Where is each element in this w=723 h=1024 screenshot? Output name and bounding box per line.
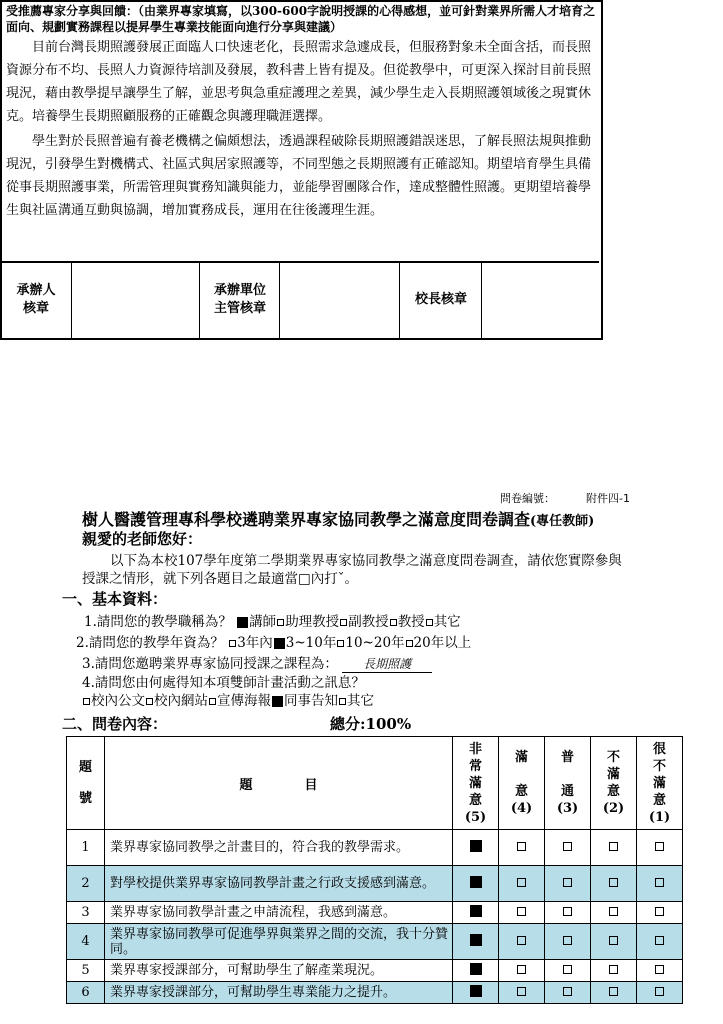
header-score-3: 普 通 (3) <box>545 737 591 830</box>
checkbox-icon[interactable] <box>563 965 572 974</box>
greeting: 親愛的老師您好： <box>82 530 203 548</box>
intro-line-1: 以下為本校107學年度第二學期業界專家協同教學之滿意度問卷調查，請依您實際參與 <box>110 553 622 569</box>
rating-cell-5[interactable] <box>453 982 499 1004</box>
checkbox-icon[interactable] <box>609 842 618 851</box>
rating-cell-5[interactable] <box>453 960 499 982</box>
q4-options <box>82 693 374 709</box>
table-header-row <box>67 737 683 830</box>
checkbox-icon[interactable] <box>209 698 216 705</box>
rating-cell-5[interactable] <box>453 830 499 866</box>
q1-option[interactable] <box>339 614 389 630</box>
q1-option[interactable] <box>236 614 276 630</box>
sig-principal-stamp-area[interactable] <box>482 263 599 338</box>
checkbox-icon[interactable] <box>655 965 664 974</box>
checkbox-icon[interactable] <box>563 987 572 996</box>
rating-cell-3[interactable] <box>545 924 591 960</box>
rating-cell-4[interactable] <box>499 902 545 924</box>
basic-q1: 1.請問您的教學職稱為？ 講師 助理教授 副教授 教授 其它 <box>84 614 461 630</box>
table-row <box>67 830 683 866</box>
rating-cell-2[interactable] <box>591 924 637 960</box>
q2-option[interactable] <box>336 635 404 651</box>
q4-option[interactable] <box>82 693 145 709</box>
rating-cell-2[interactable] <box>591 982 637 1004</box>
checkbox-icon[interactable] <box>563 842 572 851</box>
q4-option-label: 其它 <box>347 693 374 709</box>
checkbox-icon[interactable] <box>277 619 284 626</box>
rating-cell-1[interactable] <box>637 830 683 866</box>
feedback-body <box>6 36 596 222</box>
q4-option-label: 校內網站 <box>154 693 208 709</box>
survey-title-main: 樹人醫護管理專科學校遴聘業界專家協同教學之滿意度問卷調查 <box>82 510 531 529</box>
question-number: 1 <box>67 830 105 866</box>
intro-line-2: 授課之情形，就下列各題目之最適當□內打ˇ。 <box>82 571 359 587</box>
sig-principal-label-cell <box>400 263 482 338</box>
total-score: 總分:100% <box>330 715 412 733</box>
rating-cell-1[interactable] <box>637 866 683 902</box>
q2-option-label: 3年內 <box>237 635 273 651</box>
table-row <box>67 982 683 1004</box>
q2-option-label: 10~20年 <box>345 635 405 651</box>
header-score-1: 很 不 滿 意 (1) <box>637 737 683 830</box>
checkbox-icon[interactable] <box>563 907 572 916</box>
feedback-paragraph-1: 目前台灣長期照護發展正面臨人口快速老化，長照需求急遽成長，但服務對象未全面含括，而長照資源分布不均、長照人力資源待培訓及發展，教科書上皆有提及。但從教學中，可更深入探討目前長照現況，藉由教學提早讓學生了解，並思考與急重症護理之差異，減少學生走入長期照護領域後之現實休克。培養學生長期照顧服務的正確觀念與護理職涯選擇。 <box>6 40 592 124</box>
header-question: 題 目 <box>105 737 453 830</box>
sig-organizer-label-cell <box>0 263 72 338</box>
checkbox-icon[interactable] <box>655 842 664 851</box>
sig-organizer-line1: 承辦人 <box>16 283 56 298</box>
checked-box-icon[interactable] <box>274 638 285 649</box>
table-row <box>67 924 683 960</box>
rating-cell-3[interactable] <box>545 902 591 924</box>
attachment-label: 附件四-1 <box>586 492 630 505</box>
section-basic-info: 一、基本資料： <box>62 590 168 608</box>
question-text: 業界專家協同教學計畫之申請流程，我感到滿意。 <box>105 902 453 924</box>
rating-cell-4[interactable] <box>499 866 545 902</box>
checkbox-icon[interactable] <box>83 698 90 705</box>
checked-box-icon[interactable] <box>237 617 248 628</box>
question-text: 業界專家授課部分，可幫助學生了解產業現況。 <box>105 960 453 982</box>
feedback-heading: 受推薦專家分享與回饋：（由業界專家填寫，以300-600字說明授課的心得感想，並可針對業界所需人才培育之面向、規劃實務課程以提昇學生專業技能面向進行分享與建議） <box>6 4 596 34</box>
checkbox-icon[interactable] <box>517 987 526 996</box>
checkbox-icon[interactable] <box>337 640 344 647</box>
q4-option[interactable] <box>271 693 338 709</box>
checkbox-icon[interactable] <box>655 936 664 945</box>
q1-option-label: 教授 <box>397 614 425 630</box>
checkbox-icon[interactable] <box>563 878 572 887</box>
checkbox-icon[interactable] <box>517 936 526 945</box>
table-row <box>67 866 683 902</box>
checkbox-icon[interactable] <box>229 640 236 647</box>
q1-option-label: 助理教授 <box>285 614 340 630</box>
rating-cell-2[interactable] <box>591 866 637 902</box>
table-row <box>67 960 683 982</box>
checked-box-icon[interactable] <box>470 840 482 852</box>
question-number: 4 <box>67 924 105 960</box>
rating-cell-3[interactable] <box>545 866 591 902</box>
header-score-5: 非 常 滿 意 (5) <box>453 737 499 830</box>
checked-box-icon[interactable] <box>470 876 482 888</box>
rating-cell-3[interactable] <box>545 960 591 982</box>
checkbox-icon[interactable] <box>609 987 618 996</box>
header-score-2: 不 滿 意 (2) <box>591 737 637 830</box>
rating-cell-5[interactable] <box>453 902 499 924</box>
q1-option[interactable] <box>276 614 339 630</box>
rating-cell-4[interactable] <box>499 830 545 866</box>
signature-row <box>0 261 599 338</box>
checkbox-icon[interactable] <box>426 619 433 626</box>
rating-cell-4[interactable] <box>499 982 545 1004</box>
rating-cell-3[interactable] <box>545 982 591 1004</box>
q1-option-label: 副教授 <box>348 614 389 630</box>
basic-q3: 3.請問您邀聘業界專家協同授課之課程為： 長期照護 <box>82 652 432 673</box>
checkbox-icon[interactable] <box>609 907 618 916</box>
q4-option[interactable] <box>338 693 374 709</box>
feedback-box <box>0 0 603 340</box>
question-text: 對學校提供業界專家協同教學計畫之行政支援感到滿意。 <box>105 866 453 902</box>
header-score-4: 滿 意 (4) <box>499 737 545 830</box>
q1-option-label: 講師 <box>249 614 277 630</box>
rating-cell-2[interactable] <box>591 830 637 866</box>
q2-option[interactable] <box>405 635 472 651</box>
checked-box-icon[interactable] <box>470 934 482 946</box>
checkbox-icon[interactable] <box>517 965 526 974</box>
q4-option-label: 校內公文 <box>91 693 145 709</box>
question-text: 業界專家協同教學可促進學界與業界之間的交流，我十分贊同。 <box>105 924 453 960</box>
q1-option[interactable] <box>425 614 461 630</box>
header-num: 題 號 <box>67 737 105 830</box>
rating-cell-5[interactable] <box>453 924 499 960</box>
q4-option[interactable] <box>145 693 208 709</box>
checkbox-icon[interactable] <box>655 907 664 916</box>
question-number: 2 <box>67 866 105 902</box>
survey-title <box>82 507 594 530</box>
q2-option-label: 20年以上 <box>413 635 472 651</box>
q4-option[interactable] <box>208 693 271 709</box>
rating-cell-2[interactable] <box>591 960 637 982</box>
q2-option-label: 3~10年 <box>285 635 337 651</box>
q4-option-label: 宣傳海報 <box>217 693 271 709</box>
question-number: 6 <box>67 982 105 1004</box>
checkbox-icon[interactable] <box>655 987 664 996</box>
survey-title-suffix: (專任教師) <box>530 514 595 529</box>
checkbox-icon[interactable] <box>339 698 346 705</box>
section-questionnaire: 二、問卷內容： <box>62 715 168 733</box>
question-text: 業界專家授課部分，可幫助學生專業能力之提升。 <box>105 982 453 1004</box>
sig-unit-line1: 承辦單位 <box>213 283 266 298</box>
checkbox-icon[interactable] <box>390 619 397 626</box>
q2-options <box>228 635 471 651</box>
checkbox-icon[interactable] <box>146 698 153 705</box>
checkbox-icon[interactable] <box>563 936 572 945</box>
rating-cell-5[interactable] <box>453 866 499 902</box>
basic-q4-options-line <box>82 689 374 709</box>
table-row <box>67 902 683 924</box>
rating-cell-1[interactable] <box>637 924 683 960</box>
checkbox-icon[interactable] <box>609 936 618 945</box>
question-number: 3 <box>67 902 105 924</box>
q1-option[interactable] <box>389 614 425 630</box>
q2-option[interactable] <box>273 635 337 651</box>
satisfaction-table <box>66 736 683 1004</box>
checked-box-icon[interactable] <box>470 905 482 917</box>
checked-box-icon[interactable] <box>272 696 283 707</box>
questionnaire-number-label: 問卷編號： <box>500 492 555 505</box>
checkbox-icon[interactable] <box>340 619 347 626</box>
checked-box-icon[interactable] <box>470 963 482 975</box>
rating-cell-1[interactable] <box>637 902 683 924</box>
rating-cell-1[interactable] <box>637 982 683 1004</box>
rating-cell-4[interactable] <box>499 960 545 982</box>
checkbox-icon[interactable] <box>609 965 618 974</box>
question-number: 5 <box>67 960 105 982</box>
checkbox-icon[interactable] <box>517 842 526 851</box>
checkbox-icon[interactable] <box>655 878 664 887</box>
q2-option[interactable] <box>228 635 273 651</box>
question-text: 業界專家協同教學之計畫目的，符合我的教學需求。 <box>105 830 453 866</box>
rating-cell-3[interactable] <box>545 830 591 866</box>
rating-cell-1[interactable] <box>637 960 683 982</box>
sig-unit-line2: 主管核章 <box>213 301 266 316</box>
sig-organizer-stamp-area[interactable] <box>72 263 200 338</box>
rating-cell-4[interactable] <box>499 924 545 960</box>
checkbox-icon[interactable] <box>609 878 618 887</box>
checkbox-icon[interactable] <box>517 907 526 916</box>
basic-q2: 2.請問您的教學年資為？ 3年內 3~10年 10~20年 20年以上 <box>76 635 472 651</box>
sig-unit-label-cell <box>200 263 280 338</box>
q1-option-label: 其它 <box>433 614 461 630</box>
survey-meta <box>500 490 630 506</box>
basic-q4: 4.請問您由何處得知本項雙師計畫活動之訊息？ <box>82 675 365 691</box>
q4-option-label: 同事告知 <box>284 693 338 709</box>
q1-options <box>236 614 461 630</box>
rating-cell-2[interactable] <box>591 902 637 924</box>
sig-unit-stamp-area[interactable] <box>280 263 400 338</box>
feedback-paragraph-2: 學生對於長照普遍有養老機構之偏頗想法，透過課程破除長期照護錯誤迷思，了解長照法規與推動現況，引發學生對機構式、社區式與居家照護等，不同型態之長期照護有正確認知。期望培育學生具備從事長期照護事業，所需管理與實務知識與能力，並能學習團隊合作，達成整體性照護。更期望培養學生與社區溝通互動與協調，增加實務成長，運用在往後護理生涯。 <box>6 134 592 218</box>
checkbox-icon[interactable] <box>517 878 526 887</box>
q3-answer-field[interactable]: 長期照護 <box>342 655 432 673</box>
checked-box-icon[interactable] <box>470 985 482 997</box>
checkbox-icon[interactable] <box>406 640 413 647</box>
sig-principal-label: 校長核章 <box>414 292 467 307</box>
sig-organizer-line2: 核章 <box>22 301 49 316</box>
